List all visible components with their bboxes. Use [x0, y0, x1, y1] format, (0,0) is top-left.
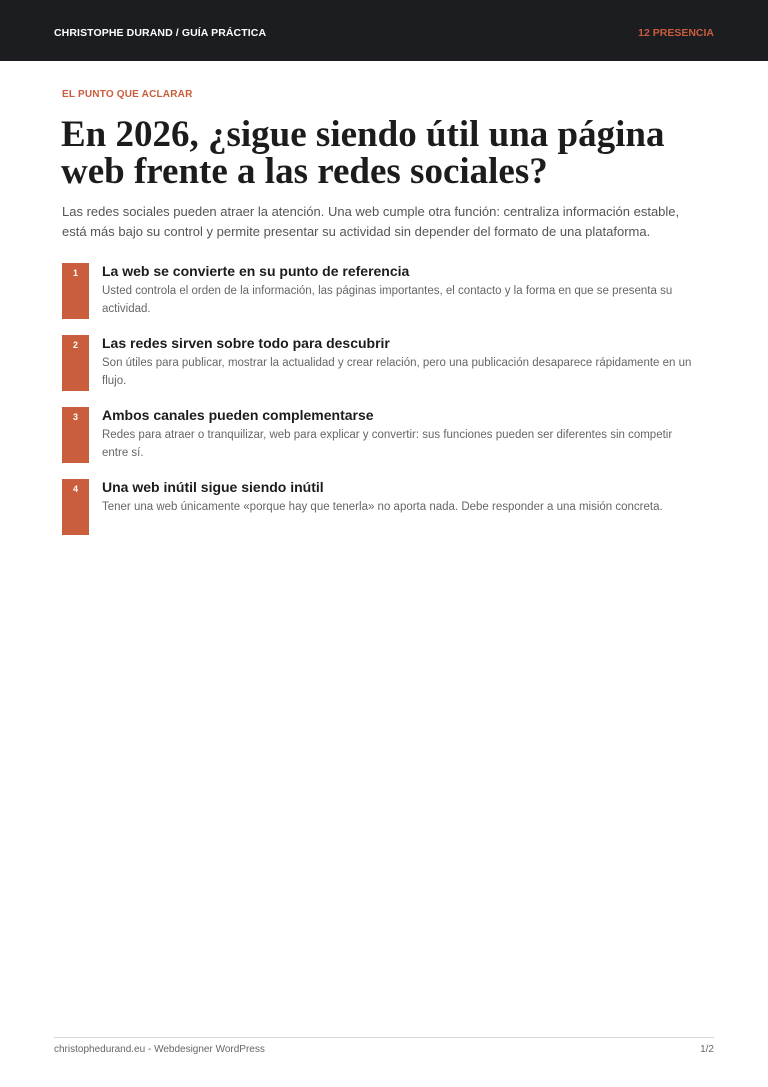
point-item: [62, 479, 702, 535]
header-breadcrumb: CHRISTOPHE DURAND / GUÍA PRÁCTICA: [54, 27, 267, 39]
point-number-badge: 4: [62, 479, 89, 535]
intro-paragraph: Las redes sociales pueden atraer la atención. Una web cumple otra función: centraliza información estable, está más bajo su control y permite presentar su actividad sin depender del formato de una plataforma.: [62, 204, 680, 239]
point-description: Redes para atraer o tranquilizar, web para explicar y convertir: sus funciones pueden ser diferentes sin competir entre sí.: [102, 429, 673, 459]
point-number-badge: 1: [62, 263, 89, 319]
point-number-badge: 3: [62, 407, 89, 463]
point-title: Las redes sirven sobre todo para descubrir: [102, 335, 390, 351]
point-title: La web se convierte en su punto de referencia: [102, 263, 410, 279]
point-item: [62, 335, 702, 391]
point-description: Son útiles para publicar, mostrar la actualidad y crear relación, pero una publicación desaparece rápidamente en un flujo.: [102, 357, 692, 387]
point-description: Tener una web únicamente «porque hay que tenerla» no aporta nada. Debe responder a una misión concreta.: [102, 501, 663, 513]
footer-site-label: christophedurand.eu - Webdesigner WordPress: [54, 1044, 265, 1055]
point-title: Ambos canales pueden complementarse: [102, 407, 374, 423]
point-item: [62, 407, 702, 463]
points-list: [62, 263, 702, 551]
eyebrow-label: EL PUNTO QUE ACLARAR: [62, 89, 193, 100]
point-title: Una web inútil sigue siendo inútil: [102, 479, 324, 495]
footer-page-number: 1/2: [700, 1044, 714, 1055]
point-description: Usted controla el orden de la información, las páginas importantes, el contacto y la forma en que se presenta su actividad.: [102, 285, 673, 315]
page-title: En 2026, ¿sigue siendo útil una página web frente a las redes sociales?: [61, 114, 665, 192]
header-section-label: 12 PRESENCIA: [638, 27, 714, 39]
header-bar: [0, 0, 768, 61]
point-number-badge: 2: [62, 335, 89, 391]
footer-divider: [54, 1037, 714, 1038]
point-item: [62, 263, 702, 319]
